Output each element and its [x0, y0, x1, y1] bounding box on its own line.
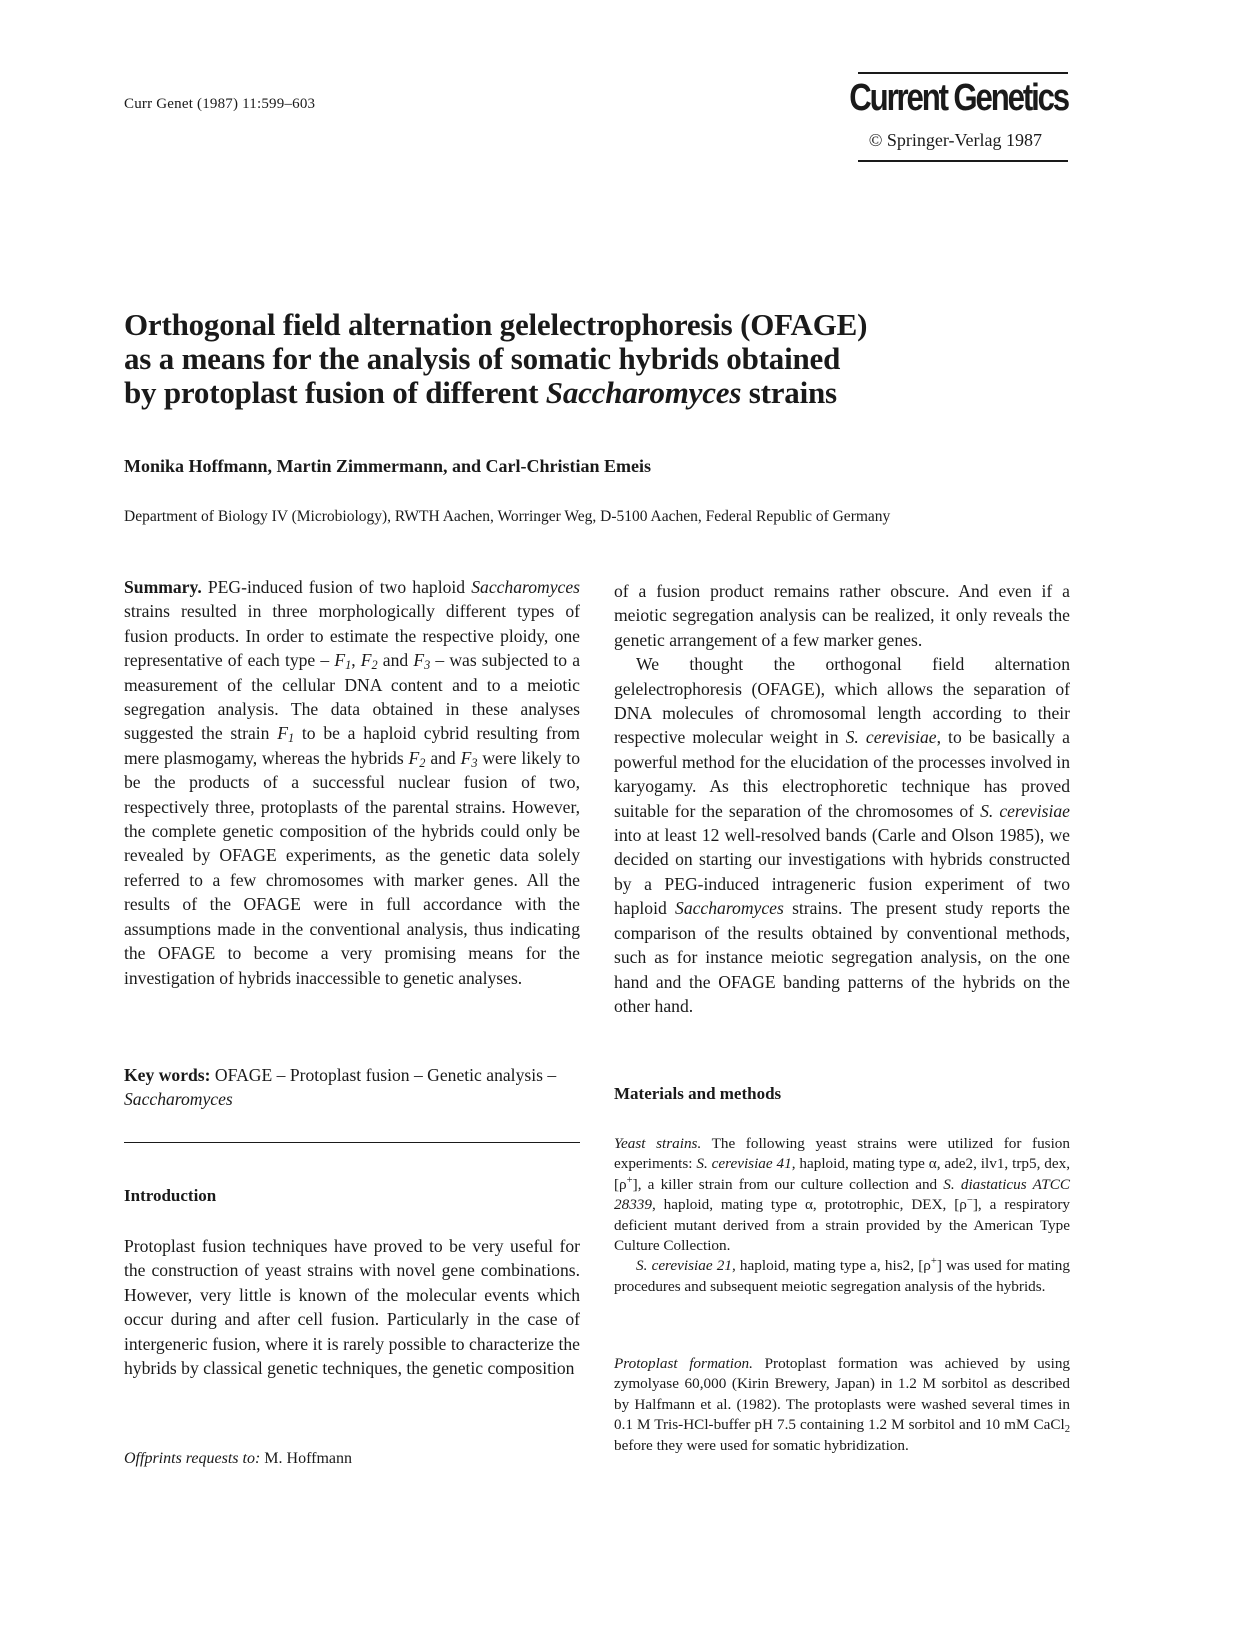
keywords: Key words: OFAGE – Protoplast fusion – Genetic analysis – Saccharomyces [124, 1065, 557, 1110]
ofage-paragraph: We thought the orthogonal field alternation gelelectrophoresis (OFAGE), which allows the separation of DNA molecules of chromosomal length according to their respective molecular weight in S. cerevisiae, to be basically a powerful method for the elucidation of the processes involved in karyogamy. As this electrophoretic technique has proved suitable for the separation of the chromosomes of S. cerevisiae into at least 12 well-resolved bands (Carle and Olson 1985), we decided on starting our investigations with hybrids constructed by a PEG-induced intrageneric fusion experiment of two haploid Saccharomyces strains. The present study reports the comparison of the results obtained by conventional methods, such as for instance meiotic segregation analysis, on the one hand and the OFAGE banding patterns of the hybrids on the other hand. [614, 654, 1070, 1016]
article-title [124, 308, 1084, 410]
protoplast-formation-paragraph: Protoplast formation. Protoplast formation was achieved by using zymolyase 60,000 (Kirin Brewery, Japan) in 1.2 M sorbitol as described by Halfmann et al. (1982). The protoplasts were washed several times in 0.1 M Tris-HCl-buffer pH 7.5 containing 1.2 M sorbitol and 10 mM CaCl$_2$ before they were used for somatic hybridization. [614, 1355, 1071, 1454]
summary-label: Summary. [124, 577, 202, 597]
section-divider [124, 1142, 580, 1143]
offprints-footnote: Offprints requests to: M. Hoffmann [124, 1450, 352, 1467]
continued-paragraph: of a fusion product remains rather obscure. And even if a meiotic segregation analysis can be realized, it only reveals the genetic arrangement of a few marker genes. [614, 581, 1070, 650]
title-line-2: as a means for the analysis of somatic hybrids obtained [124, 341, 841, 376]
journal-citation: Curr Genet (1987) 11:599–603 [124, 96, 316, 112]
summary-paragraph: Summary. PEG-induced fusion of two haploid Saccharomyces strains resulted in three morphologically different types of fusion products. In order to estimate the respective ploidy, one representative of each type – $F_1$, $F_2$ and $F_3$ – was subjected to a measurement of the cellular DNA content and to a meiotic segregation analysis. The data obtained in these analyses suggested the strain $F_1$ to be a haploid cybrid resulting from mere plasmogamy, whereas the hybrids $F_2$ and $F_3$ were likely to be the products of a successful nuclear fusion of two, respectively three, protoplasts of the parental strains. However, the complete genetic composition of the hybrids could only be revealed by OFAGE experiments, as the genetic data solely referred to a few chromosomes with marker genes. All the results of the OFAGE were in full accordance with the assumptions made in the conventional analysis, thus indicating the OFAGE to become a very promising means for the investigation of hybrids inaccessible to genetic analyses. [124, 577, 581, 988]
header-rule-top [858, 72, 1068, 74]
introduction-heading: Introduction [124, 1186, 217, 1205]
header-rule-bottom [858, 160, 1068, 162]
right-column-text [614, 579, 1070, 1018]
yeast-strains-paragraph: Yeast strains. The following yeast strains were utilized for fusion experiments: S. cerevisiae 41, haploid, mating type α, ade2, ilv1, trp5, dex, [ρ+], a killer strain from our culture collection and S. diastaticus ATCC 28339, haploid, mating type α, prototrophic, DEX, [ρ−], a respiratory deficient mutant derived from a strain provided by the American Type Culture Collection. S. cerevisiae 21, haploid, mating type a, his2, [ρ+] was used for mating procedures and subsequent meiotic segregation analysis of the hybrids. [614, 1135, 1070, 1295]
keywords-label: Key words: [124, 1065, 211, 1085]
journal-logo: Current Genetics [849, 77, 1068, 119]
title-line-3: by protoplast fusion of different Saccharomyces strains [124, 375, 837, 410]
author-list: Monika Hoffmann, Martin Zimmermann, and Carl-Christian Emeis [124, 456, 652, 476]
protoplast-formation-label: Protoplast formation. [614, 1355, 753, 1372]
introduction-paragraph: Protoplast fusion techniques have proved to be very useful for the construction of yeast strains with novel gene combinations. However, very little is known of the molecular events which occur during and after cell fusion. Particularly in the case of intergeneric fusion, where it is rarely possible to characterize the hybrids by classical genetic techniques, the genetic composition [124, 1236, 580, 1379]
title-line-1: Orthogonal field alternation gelelectrophoresis (OFAGE) [124, 307, 868, 342]
materials-heading: Materials and methods [614, 1084, 782, 1103]
copyright-notice: © Springer-Verlag 1987 [868, 130, 1042, 150]
yeast-strains-label: Yeast strains. [614, 1135, 702, 1152]
author-affiliation: Department of Biology IV (Microbiology), RWTH Aachen, Worringer Weg, D-5100 Aachen, Federal Republic of Germany [124, 508, 891, 525]
